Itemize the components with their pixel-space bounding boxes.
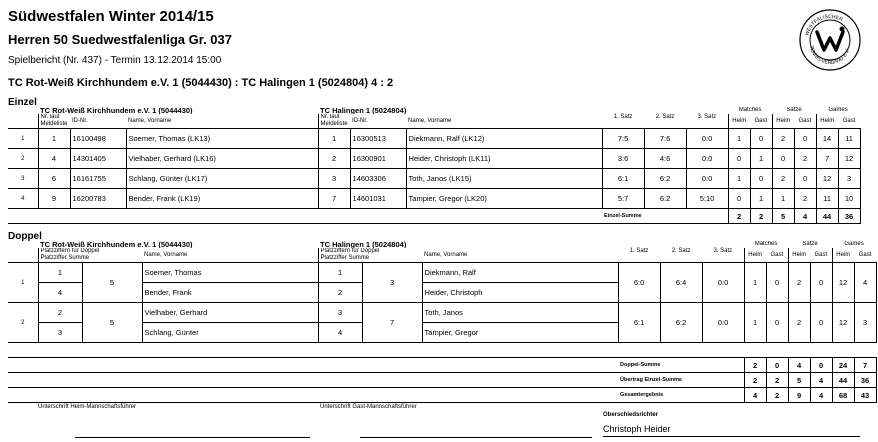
einzel-games-heim-value: 7 [816,149,838,169]
einzel-satz1-header: 1. Satz [613,114,633,120]
svg-text:WESTFÄLISCHER: WESTFÄLISCHER [804,13,844,37]
carry-matches-heim: 2 [744,373,766,388]
einzel-saetze-gast-value: 2 [794,149,816,169]
doppel-col-platzziffer: Platzziffer [40,255,67,261]
total-matches-gast: 2 [766,388,788,403]
einzel-away-nr: 1 [318,129,350,149]
doppel-games-gast-value: 4 [854,263,876,303]
einzel-away-name: Toth, Janos (LK15) [406,169,602,189]
einzel-home-team: TC Rot-Weiß Kirchhundem e.V. 1 (5044430) [40,107,193,114]
wtv-logo [798,8,862,72]
einzel-matches-gast: Gast [754,117,768,124]
doppel-sum-saetze-gast: 0 [810,358,832,373]
einzel-matches-heim-value: 1 [728,129,750,149]
doppel-home-name1: Vielhaber, Gerhard [142,303,318,323]
einzel-home-name: Bender, Frank (LK19) [126,189,318,209]
carry-saetze-gast: 4 [810,373,832,388]
doppel-sum-saetze-heim: 4 [788,358,810,373]
einzel-satz2: 7:6 [644,129,686,149]
einzel-home-name: Soemer, Thomas (LK13) [126,129,318,149]
doppel-sum-row [8,358,876,373]
carry-row [8,373,876,388]
doppel-games-gast: Gast [858,251,872,258]
total-games-heim: 68 [832,388,854,403]
einzel-home-id: 16161755 [70,169,126,189]
wtv-logo-icon [798,8,862,72]
doppel-table [8,241,877,403]
carry-matches-gast: 2 [766,373,788,388]
doppel-row-number: 1 [21,279,25,286]
einzel-home-name: Schlang, Günter (LK17) [126,169,318,189]
einzel-satz1: 7:5 [602,129,644,149]
doppel-games-gast-value: 3 [854,303,876,343]
einzel-row [8,189,860,209]
doppel-col-summe: Summe [68,255,90,261]
einzel-home-id: 16100498 [70,129,126,149]
einzel-games-header: Games [828,107,848,113]
einzel-home-nr: 9 [38,189,70,209]
einzel-satz2-header: 2. Satz [655,114,675,120]
einzel-home-name: Vielhaber, Gerhard (LK16) [126,149,318,169]
einzel-satz3: 5:10 [686,189,728,209]
doppel-saetze-heim: Heim [788,248,810,263]
einzel-away-name: Diekmann, Ralf (LK12) [406,129,602,149]
doppel-away-summe: 7 [362,303,422,343]
einzel-matches-gast-value: 1 [750,189,772,209]
doppel-col-platz-label: Platzziffern für Doppel [40,248,100,254]
doppel-satz3: 0:0 [702,303,744,343]
einzel-matches-heim-value: 0 [728,149,750,169]
einzel-sum-matches-gast: 2 [750,209,772,224]
doppel-away-platz2: 2 [318,283,362,303]
doppel-col-summe: Summe [348,255,370,261]
einzel-col-id-home: ID-Nr. [72,117,88,124]
doppel-home-name1: Soemer, Thomas [142,263,318,283]
einzel-satz3: 0:0 [686,149,728,169]
doppel-away-platz1: 3 [318,303,362,323]
doppel-col-platz-label: Platzziffern für Doppel [320,248,380,254]
einzel-away-id: 16300513 [350,129,406,149]
doppel-satz1-header: 1. Satz [629,248,649,254]
einzel-satz2: 6:2 [644,169,686,189]
einzel-saetze-gast-value: 2 [794,189,816,209]
einzel-home-nr: 1 [38,129,70,149]
doppel-home-summe: 5 [82,303,142,343]
einzel-away-id: 14603306 [350,169,406,189]
einzel-sum-label: Einzel-Summe [604,213,642,219]
doppel-home-name2: Schlang, Günter [142,323,318,343]
doppel-row-number: 2 [21,319,25,326]
einzel-away-nr: 3 [318,169,350,189]
einzel-col-nr-away: Nr. laut Meldeliste [318,114,350,129]
doppel-home-platz2: 4 [38,283,82,303]
einzel-away-id: 16300901 [350,149,406,169]
carry-label: Übertrag Einzel-Summe [620,377,683,383]
doppel-home-team: TC Rot-Weiß Kirchhundem e.V. 1 (5044430) [40,241,193,248]
total-saetze-gast: 4 [810,388,832,403]
einzel-home-id: 16200783 [70,189,126,209]
doppel-matches-heim-value: 1 [744,263,766,303]
einzel-row-number: 3 [21,175,25,182]
einzel-satz1: 3:6 [602,149,644,169]
einzel-col-nr-home: Nr. laut Meldeliste [38,114,70,129]
einzel-home-nr: 4 [38,149,70,169]
einzel-satz2: 4:6 [644,149,686,169]
sig-away-line [320,402,592,403]
doppel-matches-header: Matches [754,241,778,247]
doppel-col-name-away: Name, Vorname [424,251,468,258]
doppel-col-platz-away [318,248,422,263]
einzel-row [8,149,860,169]
doppel-row [8,303,876,323]
report-title: Südwestfalen Winter 2014/15 [8,8,214,25]
doppel-sum-matches-gast: 0 [766,358,788,373]
einzel-games-heim-value: 14 [816,129,838,149]
sig-away-line2 [360,437,592,438]
carry-games-gast: 36 [854,373,876,388]
einzel-sum-games-gast: 36 [838,209,860,224]
einzel-home-id: 14301405 [70,149,126,169]
einzel-games-gast-value: 10 [838,189,860,209]
doppel-home-platz1: 2 [38,303,82,323]
einzel-satz3: 0:0 [686,169,728,189]
einzel-sum-saetze-heim: 5 [772,209,794,224]
einzel-section-title: Einzel [8,97,37,108]
doppel-away-platz1: 1 [318,263,362,283]
doppel-row [8,263,876,283]
referee-line [603,436,860,437]
doppel-away-summe: 3 [362,263,422,303]
doppel-away-name1: Diekmann, Ralf [422,263,618,283]
carry-games-heim: 44 [832,373,854,388]
einzel-games-gast-value: 3 [838,169,860,189]
doppel-games-heim-value: 12 [832,263,854,303]
total-saetze-heim: 9 [788,388,810,403]
doppel-home-platz2: 3 [38,323,82,343]
einzel-col-name-home: Name, Vorname [128,117,172,124]
einzel-row-number: 4 [21,195,25,202]
einzel-saetze-heim: Heim [772,114,794,129]
einzel-matches-gast-value: 0 [750,129,772,149]
einzel-satz2: 6:2 [644,189,686,209]
einzel-sum-saetze-gast: 4 [794,209,816,224]
total-label: Gesamtergebnis [620,392,664,398]
sig-home-label: Unterschrift Heim-Mannschaftsführer [38,404,137,410]
einzel-away-nr: 2 [318,149,350,169]
einzel-away-team: TC Halingen 1 (5024804) [320,107,407,114]
doppel-away-name2: Tampier, Gregor [422,323,618,343]
einzel-away-name: Tampier, Gregor (LK20) [406,189,602,209]
doppel-satz1: 6:1 [618,303,660,343]
einzel-matches-heim-value: 1 [728,169,750,189]
doppel-satz2: 6:2 [660,303,702,343]
doppel-col-name-home: Name, Vorname [144,251,188,258]
einzel-matches-heim: Heim [728,114,750,129]
sig-away-label: Unterschrift Gast-Mannschaftsführer [320,404,417,410]
doppel-saetze-heim-value: 2 [788,263,810,303]
match-title: TC Rot-Weiß Kirchhundem e.V. 1 (5044430) : TC Halingen 1 (5024804) 4 : 2 [8,77,394,89]
einzel-row-number: 1 [21,135,25,142]
doppel-matches-gast-value: 0 [766,303,788,343]
doppel-away-platz2: 4 [318,323,362,343]
einzel-sum-games-heim: 44 [816,209,838,224]
einzel-matches-gast-value: 1 [750,149,772,169]
einzel-sum-row [8,209,860,224]
doppel-saetze-gast-value: 0 [810,263,832,303]
carry-saetze-heim: 5 [788,373,810,388]
league-title: Herren 50 Suedwestfalenliga Gr. 037 [8,32,232,47]
einzel-table [8,107,861,224]
sig-home-line2 [75,437,310,438]
einzel-row [8,169,860,189]
doppel-satz3-header: 3. Satz [713,248,733,254]
total-row [8,388,876,403]
doppel-saetze-gast-value: 0 [810,303,832,343]
einzel-games-heim-value: 12 [816,169,838,189]
svg-text:TENNIS-VERBAND E.V.: TENNIS-VERBAND E.V. [808,45,852,67]
total-games-gast: 43 [854,388,876,403]
einzel-satz1: 6:1 [602,169,644,189]
einzel-games-heim: Heim [816,114,838,129]
doppel-sum-games-gast: 7 [854,358,876,373]
doppel-games-header: Games [844,241,864,247]
doppel-away-team: TC Halingen 1 (5024804) [320,241,407,248]
einzel-satz3: 0:0 [686,129,728,149]
referee-label: Oberschiedsrichter [603,412,659,418]
einzel-matches-header: Matches [738,107,762,113]
doppel-sum-matches-heim: 2 [744,358,766,373]
einzel-games-gast-value: 12 [838,149,860,169]
doppel-away-name1: Toth, Janos [422,303,618,323]
doppel-satz3: 0:0 [702,263,744,303]
einzel-saetze-heim-value: 2 [772,129,794,149]
doppel-sum-row [8,343,876,358]
doppel-games-heim: Heim [832,248,854,263]
einzel-saetze-gast-value: 0 [794,169,816,189]
einzel-away-name: Heider, Christoph (LK11) [406,149,602,169]
einzel-matches-heim-value: 0 [728,189,750,209]
einzel-matches-gast-value: 0 [750,169,772,189]
einzel-col-name-away: Name, Vorname [408,117,452,124]
doppel-sum-games-heim: 24 [832,358,854,373]
doppel-home-summe: 5 [82,263,142,303]
einzel-games-gast-value: 11 [838,129,860,149]
doppel-saetze-header: Sätze [802,241,818,247]
doppel-matches-gast: Gast [770,251,784,258]
referee-name: Christoph Heider [603,424,671,434]
doppel-matches-heim-value: 1 [744,303,766,343]
doppel-section-title: Doppel [8,231,42,242]
einzel-home-nr: 6 [38,169,70,189]
doppel-matches-gast-value: 0 [766,263,788,303]
doppel-matches-heim: Heim [744,248,766,263]
einzel-saetze-heim-value: 2 [772,169,794,189]
total-matches-heim: 4 [744,388,766,403]
einzel-saetze-header: Sätze [786,107,802,113]
doppel-sum-label: Doppel-Summe [618,358,744,373]
einzel-saetze-gast: Gast [798,117,812,124]
doppel-saetze-heim-value: 2 [788,303,810,343]
einzel-games-gast: Gast [842,117,856,124]
doppel-games-heim-value: 12 [832,303,854,343]
einzel-row [8,129,860,149]
einzel-row-number: 2 [21,155,25,162]
report-info: Spielbericht (Nr. 437) - Termin 13.12.2014 15:00 [8,55,222,66]
einzel-away-id: 14601031 [350,189,406,209]
doppel-home-name2: Bender, Frank [142,283,318,303]
einzel-satz3-header: 3. Satz [697,114,717,120]
einzel-away-nr: 7 [318,189,350,209]
einzel-sum-matches-heim: 2 [728,209,750,224]
einzel-saetze-heim-value: 0 [772,149,794,169]
doppel-col-platz-home [38,248,142,263]
doppel-saetze-gast: Gast [814,251,828,258]
einzel-satz1: 5:7 [602,189,644,209]
sig-home-line [38,402,310,403]
einzel-saetze-gast-value: 0 [794,129,816,149]
doppel-satz2: 6:4 [660,263,702,303]
doppel-col-platzziffer: Platzziffer [320,255,347,261]
einzel-games-heim-value: 11 [816,189,838,209]
doppel-away-name2: Heider, Christoph [422,283,618,303]
einzel-saetze-heim-value: 1 [772,189,794,209]
doppel-home-platz1: 1 [38,263,82,283]
einzel-col-id-away: ID-Nr. [352,117,368,124]
doppel-satz2-header: 2. Satz [671,248,691,254]
doppel-satz1: 6:0 [618,263,660,303]
